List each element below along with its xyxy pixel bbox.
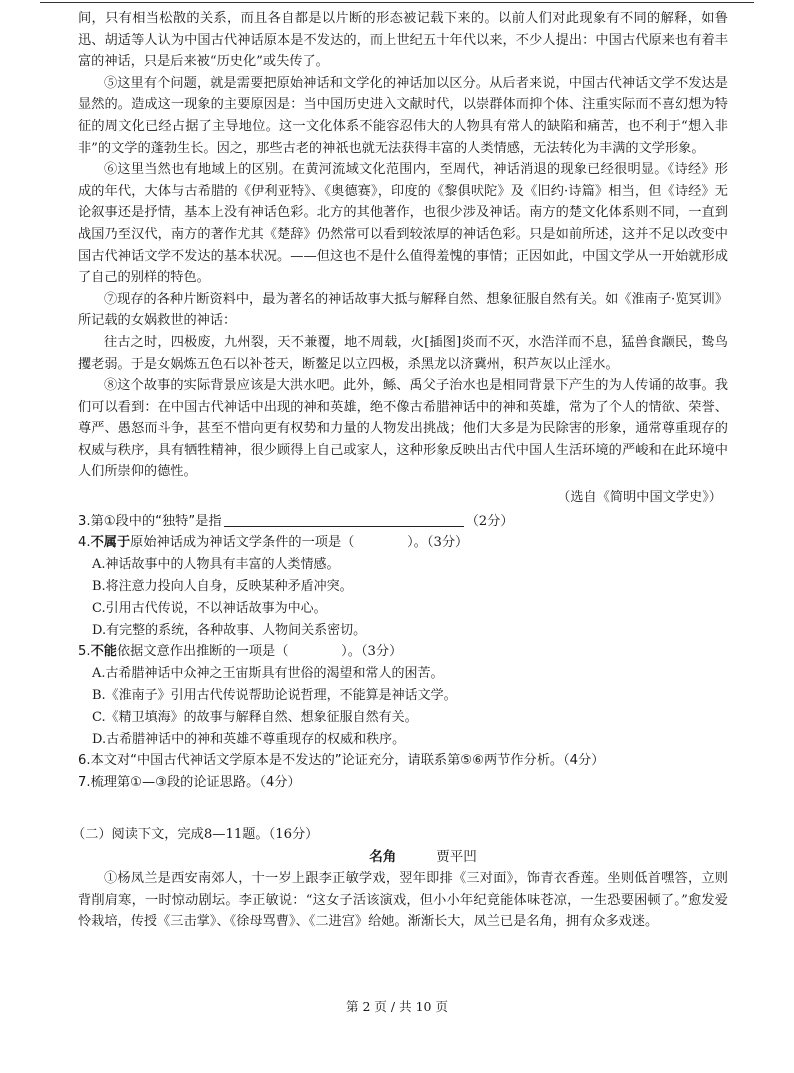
answer-blank[interactable] bbox=[224, 512, 464, 527]
question-3: 3.第①段中的“独特”是指 （2分） bbox=[78, 513, 514, 529]
question-5-option-d: D.古希腊神话中的神和英雄不尊重现存的权威和秩序。 bbox=[92, 731, 406, 747]
story-title: 名角 bbox=[369, 849, 397, 866]
question-5-option-a: A.古希腊神话中众神之王宙斯具有世俗的渴望和常人的困苦。 bbox=[92, 666, 444, 682]
story-title-row bbox=[78, 846, 728, 868]
page-number: 第 2 页 / 共 10 页 bbox=[346, 999, 448, 1014]
question-5-option-b: B.《淮南子》引用古代传说帮助论说哲理，不能算是神话文学。 bbox=[92, 688, 457, 704]
question-list bbox=[78, 511, 728, 794]
question-4-option-c: C.引用古代传说，不以神话故事为中心。 bbox=[92, 600, 327, 616]
story-paragraph-1: ①杨凤兰是西安南郊人，十一岁上跟李正敏学戏，翌年即排《三对面》，饰青衣香莲。坐则低首嘿答，立则背削肩寒，一时惊动剧坛。李正敏说：“这女子活该演戏，但小小年纪竟能体味苍凉，一生恐要困顿了。”愈发爱怜栽培，传授《三击掌》、《徐母骂曹》、《二进宫》给她。渐渐长大，凤兰已是名角，拥有众多戏迷。 bbox=[78, 871, 728, 930]
paragraph-8: ⑧这个故事的实际背景应该是大洪水吧。此外，鲧、禹父子治水也是相同背景下产生的为人传诵的故事。我们可以看到：在中国古代神话中出现的神和英雄，绝不像古希腊神话中的神和英雄，常为了个人的情欲、荣誉、尊严、愚怒而斗争，甚至不惜向更有权势和力量的人物发出挑战；他们大多是为民除害的形象，通常尊重现存的权威与秩序，具有牺牲精神，很少顾得上自己或家人，这种形象反映出古代中国人生活环境的严峻和在此环境中人们所崇仰的德性。 bbox=[78, 378, 728, 480]
paragraph-6: ⑥这里当然也有地域上的区别。在黄河流域文化范围内，至周代，神话消退的现象已经很明显。《诗经》形成的年代，大体与古希腊的《伊利亚特》、《奥德赛》，印度的《黎俱吠陀》及《旧约·诗篇》相当，但《诗经》无论叙事还是抒情，基本上没有神话色彩。北方的其他著作，也很少涉及神话。南方的楚文化体系则不同，一直到战国乃至汉代，南方的著作尤其《楚辞》仍然常可以看到较浓厚的神话色彩。只是如前所述，这并不足以改变中国古代神话文学不发达的基本状况。——但这也不是什么值得羞愧的事情；正因如此，中国文学从一开始就形成了自己的别样的特色。 bbox=[78, 162, 728, 286]
paragraph-7: ⑦现存的各种片断资料中，最为著名的神话故事大抵与解释自然、想象征服自然有关。如《淮南子·览冥训》所记载的女娲救世的神话： bbox=[78, 291, 729, 329]
paragraph-5: ⑤这里有个问题，就是需要把原始神话和文学化的神话加以区分。从后者来说，中国古代神话文学不发达是显然的。造成这一现象的主要原因是：当中国历史进入文献时代，以崇群体而抑个体、注重实际而不喜幻想为特征的周文化已经占据了主导地位。这一文化体系不能容忍伟大的人物具有常人的缺陷和痛苦，也不利于“想入非非”的文学的蓬勃生长。因之，那些古老的神祇也就无法获得丰富的人类情感，无法转化为丰满的文学形象。 bbox=[78, 75, 728, 156]
story-author: 贾平凹 bbox=[436, 849, 477, 866]
question-5-option-c: C.《精卫填海》的故事与解释自然、想象征服自然有关。 bbox=[92, 709, 418, 725]
paragraph-7-quote: 往古之时，四极废，九州裂，天不兼覆，地不周载，火[插图]炎而不灭，水浩洋而不息，猛兽食颛民，鸷鸟攫老弱。于是女娲炼五色石以补苍天，断鳌足以立四极，杀黑龙以济冀州，积芦灰以止淫水。 bbox=[78, 334, 728, 372]
question-7: 7.梳理第①—③段的论证思路。（4分） bbox=[78, 775, 301, 791]
paragraph-continued: 间，只有相当松散的关系，而且各自都是以片断的形态被记载下来的。以前人们对此现象有不同的解释，如鲁迅、胡适等人认为中国古代神话原本是不发达的，而上世纪五十年代以来，不少人提出：中国古代原来也有着丰富的神话，只是后来被“历史化”或失传了。 bbox=[78, 11, 728, 70]
question-4-option-a: A.神话故事中的人物具有丰富的人类情感。 bbox=[92, 557, 340, 573]
source-citation: （选自《简明中国文学史》） bbox=[557, 490, 722, 506]
question-4-option-d: D.有完整的系统，各种故事、人物间关系密切。 bbox=[92, 622, 367, 638]
page-body bbox=[72, 8, 729, 933]
question-4-option-b: B.将注意力投向人自身，反映某种矛盾冲突。 bbox=[92, 579, 353, 595]
question-5: 5.不能依据文意作出推断的一项是（ ）。（3分） bbox=[78, 644, 403, 660]
negation-emphasis: 不属于 bbox=[90, 535, 131, 551]
section-2 bbox=[72, 824, 728, 933]
question-4: 4.不属于原始神话成为神话文学条件的一项是（ ）。（3分） bbox=[78, 535, 469, 551]
section-2-heading: （二）阅读下文，完成8—11题。（16分） bbox=[72, 827, 319, 843]
negation-emphasis: 不能 bbox=[90, 644, 117, 660]
top-rule bbox=[40, 2, 754, 3]
question-6: 6.本文对“中国古代神话文学原本是不发达的”论证充分，请联系第⑤⑥两节作分析。（4分） bbox=[78, 753, 605, 769]
